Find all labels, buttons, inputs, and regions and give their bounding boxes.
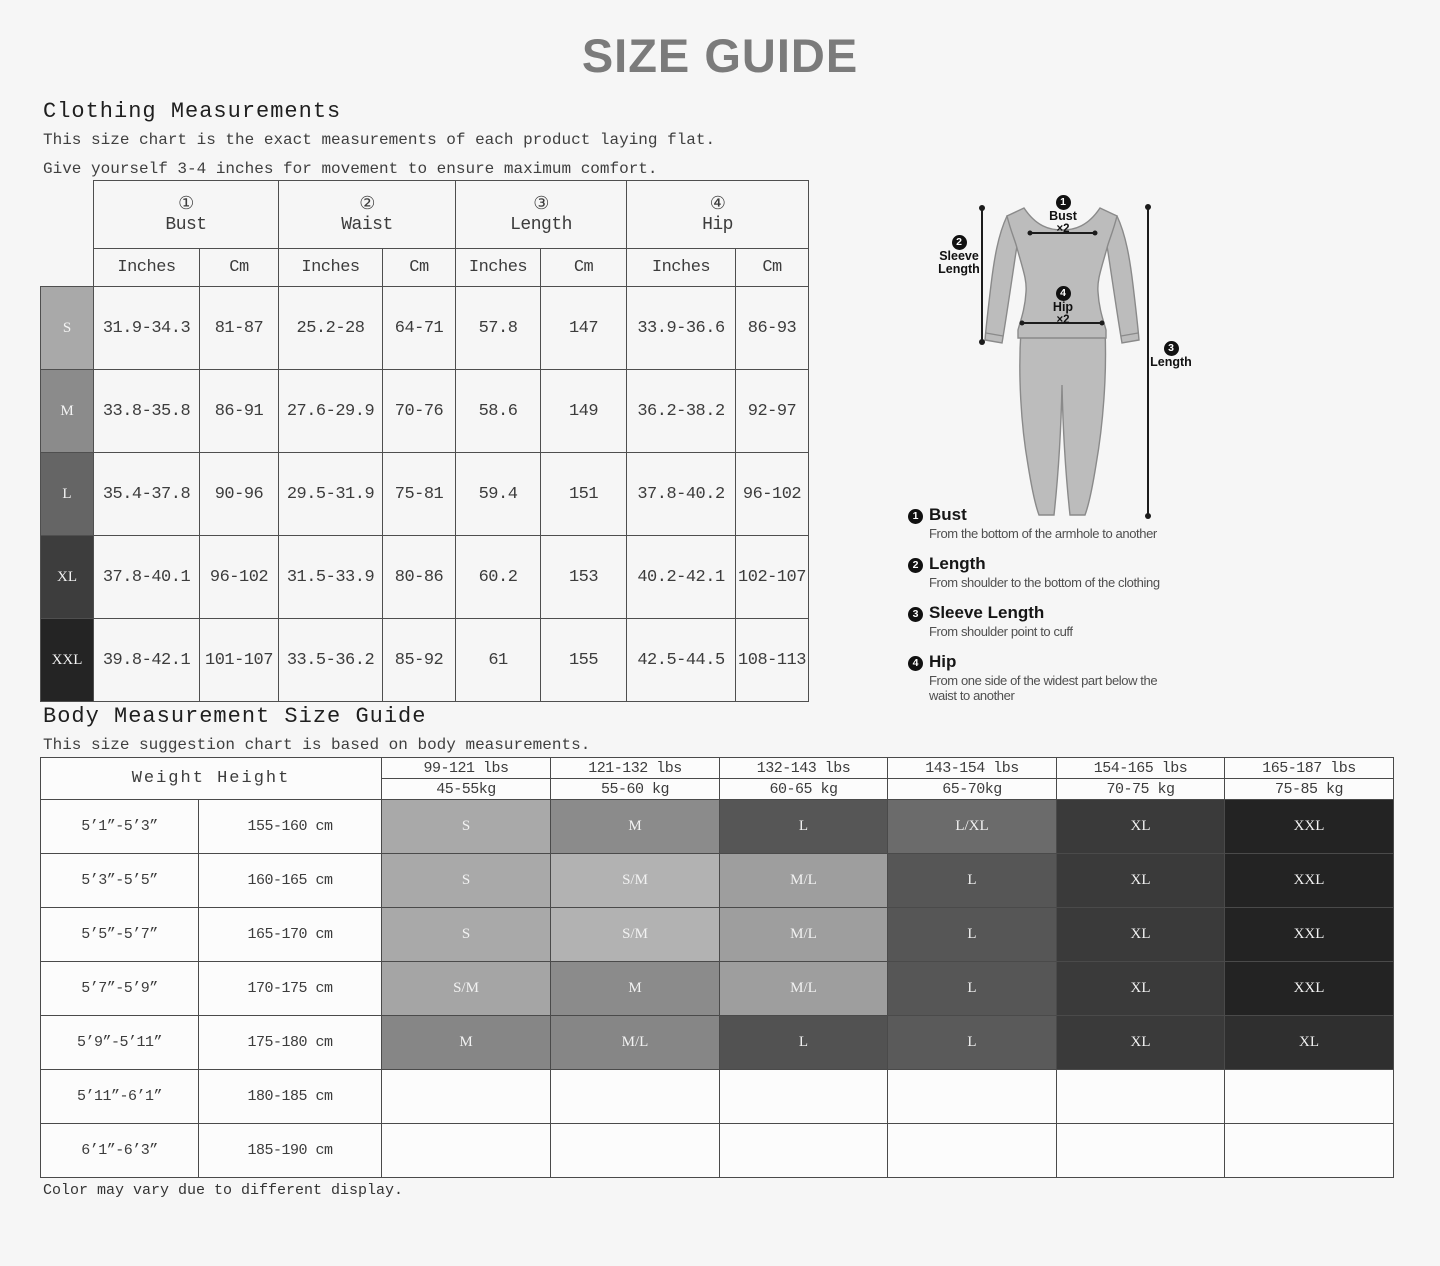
unit-header: Inches [279, 249, 383, 287]
height-cm-cell: 175-180 cm [199, 1016, 382, 1070]
body-size-table [40, 757, 1394, 1178]
weight-header-kg: 70-75 kg [1057, 779, 1225, 800]
size-cell [382, 1124, 551, 1178]
weight-header: 165-187 lbs [1225, 758, 1394, 779]
size-cell: M [551, 800, 720, 854]
size-cell: S [382, 800, 551, 854]
unit-header: Inches [94, 249, 200, 287]
height-cm-cell: 160-165 cm [199, 854, 382, 908]
measurement-cell: 102-107 [736, 536, 809, 619]
measurement-cell: 64-71 [383, 287, 456, 370]
measurement-cell: 80-86 [383, 536, 456, 619]
size-cell: L [888, 962, 1057, 1016]
size-cell: L [888, 908, 1057, 962]
measurement-cell: 147 [541, 287, 627, 370]
height-cm-cell: 155-160 cm [199, 800, 382, 854]
size-cell: XL [1057, 854, 1225, 908]
measurement-cell: 37.8-40.2 [627, 453, 736, 536]
measurement-cell: 92-97 [736, 370, 809, 453]
unit-header: Cm [541, 249, 627, 287]
weight-header-kg: 75-85 kg [1225, 779, 1394, 800]
table-row [41, 453, 809, 536]
measurement-cell: 149 [541, 370, 627, 453]
size-cell: M/L [720, 908, 888, 962]
height-ft-cell: 6’1”-6’3” [41, 1124, 199, 1178]
size-cell: M [551, 962, 720, 1016]
group-header-row [41, 181, 809, 249]
unit-header: Cm [200, 249, 279, 287]
height-ft-cell: 5’5”-5’7” [41, 908, 199, 962]
corner-cell [41, 181, 94, 249]
measurement-cell: 101-107 [200, 619, 279, 702]
height-cm-cell: 170-175 cm [199, 962, 382, 1016]
measurement-cell: 85-92 [383, 619, 456, 702]
size-cell: S/M [551, 854, 720, 908]
legend-hip-badge-icon: 4 [908, 656, 923, 671]
footer-note: Color may vary due to different display. [43, 1182, 404, 1199]
measurement-cell: 96-102 [200, 536, 279, 619]
clothing-desc-line2: Give yourself 3-4 inches for movement to ensure maximum comfort. [43, 160, 658, 178]
height-ft-cell: 5’3”-5’5” [41, 854, 199, 908]
unit-header: Inches [456, 249, 541, 287]
size-cell [720, 1070, 888, 1124]
legend-item-length: 2 Length From shoulder to the bottom of the clothing [908, 554, 1208, 591]
garment-leggings [1020, 330, 1106, 515]
size-cell: S [382, 854, 551, 908]
unit-header: Cm [736, 249, 809, 287]
corner-cell [41, 249, 94, 287]
size-label: XL [41, 536, 94, 619]
table-row [41, 619, 809, 702]
table-row [41, 962, 1394, 1016]
table-row [41, 1124, 1394, 1178]
height-ft-cell: 5’1”-5’3” [41, 800, 199, 854]
size-label: M [41, 370, 94, 453]
size-cell: XL [1225, 1016, 1394, 1070]
unit-header: Inches [627, 249, 736, 287]
hip-annotation: 4 Hip ×2 [1052, 287, 1074, 327]
measurement-cell: 42.5-44.5 [627, 619, 736, 702]
body-measurement-heading: Body Measurement Size Guide [43, 704, 427, 729]
measurement-cell: 40.2-42.1 [627, 536, 736, 619]
circled-number: ② [359, 193, 375, 213]
weight-header-kg: 45-55kg [382, 779, 551, 800]
measurement-cell: 35.4-37.8 [94, 453, 200, 536]
clothing-measurements-table [40, 180, 809, 702]
legend-length-badge-icon: 2 [908, 558, 923, 573]
measurement-cell: 31.5-33.9 [279, 536, 383, 619]
size-cell [551, 1070, 720, 1124]
weight-header-kg: 55-60 kg [551, 779, 720, 800]
table-row [41, 287, 809, 370]
size-cell: S/M [551, 908, 720, 962]
length-annotation: 3 Length [1150, 342, 1192, 369]
size-cell: XL [1057, 1016, 1225, 1070]
size-cell [720, 1124, 888, 1178]
height-cm-cell: 180-185 cm [199, 1070, 382, 1124]
measurement-cell: 75-81 [383, 453, 456, 536]
body-desc-line: This size suggestion chart is based on body measurements. [43, 736, 591, 754]
table-row [41, 800, 1394, 854]
size-cell: L [720, 800, 888, 854]
size-label: L [41, 453, 94, 536]
measurement-cell: 27.6-29.9 [279, 370, 383, 453]
size-cell: XXL [1225, 800, 1394, 854]
legend-item-sleeve-length: 3 Sleeve Length From shoulder point to cuff [908, 603, 1208, 640]
size-cell: L [888, 854, 1057, 908]
sleeve-badge-icon: 2 [952, 235, 967, 250]
weight-header-row-lbs [41, 758, 1394, 779]
measurement-cell: 86-91 [200, 370, 279, 453]
group-header-waist: ② Waist [279, 181, 456, 249]
group-header-bust: ① Bust [94, 181, 279, 249]
size-cell: M/L [720, 854, 888, 908]
measurement-cell: 58.6 [456, 370, 541, 453]
size-cell: M/L [551, 1016, 720, 1070]
measurement-legend [908, 505, 1208, 716]
measurement-cell: 96-102 [736, 453, 809, 536]
size-cell [1057, 1070, 1225, 1124]
measurement-cell: 108-113 [736, 619, 809, 702]
size-label: XXL [41, 619, 94, 702]
measurement-cell: 31.9-34.3 [94, 287, 200, 370]
height-ft-cell: 5’9”-5’11” [41, 1016, 199, 1070]
group-header-hip: ④ Hip [627, 181, 809, 249]
size-cell [1057, 1124, 1225, 1178]
measurement-cell: 70-76 [383, 370, 456, 453]
size-cell [382, 1070, 551, 1124]
measurement-cell: 29.5-31.9 [279, 453, 383, 536]
size-cell: XL [1057, 962, 1225, 1016]
measurement-cell: 151 [541, 453, 627, 536]
size-cell [1225, 1070, 1394, 1124]
table-row [41, 536, 809, 619]
measurement-cell: 33.9-36.6 [627, 287, 736, 370]
measurement-cell: 39.8-42.1 [94, 619, 200, 702]
table-row [41, 908, 1394, 962]
height-ft-cell: 5’11”-6’1” [41, 1070, 199, 1124]
size-cell [888, 1124, 1057, 1178]
size-cell: XL [1057, 800, 1225, 854]
measurement-cell: 60.2 [456, 536, 541, 619]
measurement-cell: 36.2-38.2 [627, 370, 736, 453]
legend-sleeve-badge-icon: 3 [908, 607, 923, 622]
bust-badge-icon: 1 [1056, 195, 1071, 210]
garment-figure [890, 180, 1230, 530]
weight-header-kg: 65-70kg [888, 779, 1057, 800]
weight-header: 99-121 lbs [382, 758, 551, 779]
height-cm-cell: 185-190 cm [199, 1124, 382, 1178]
size-cell: L [720, 1016, 888, 1070]
measurement-cell: 153 [541, 536, 627, 619]
weight-header: 154-165 lbs [1057, 758, 1225, 779]
clothing-measurements-heading: Clothing Measurements [43, 99, 342, 124]
weight-header: 143-154 lbs [888, 758, 1057, 779]
measurement-cell: 61 [456, 619, 541, 702]
unit-header-row [41, 249, 809, 287]
height-ft-cell: 5’7”-5’9” [41, 962, 199, 1016]
size-cell: L [888, 1016, 1057, 1070]
size-cell [1225, 1124, 1394, 1178]
bust-annotation: 1 Bust ×2 [1049, 196, 1077, 236]
measurement-cell: 59.4 [456, 453, 541, 536]
measurement-cell: 155 [541, 619, 627, 702]
sleeve-length-annotation: 2 Sleeve Length [938, 236, 980, 277]
size-cell: M [382, 1016, 551, 1070]
legend-bust-badge-icon: 1 [908, 509, 923, 524]
table-row [41, 1016, 1394, 1070]
legend-item-hip: 4 Hip From one side of the widest part below the waist to another [908, 652, 1208, 704]
weight-header-kg: 60-65 kg [720, 779, 888, 800]
measurement-cell: 90-96 [200, 453, 279, 536]
measurement-cell: 81-87 [200, 287, 279, 370]
size-cell [551, 1124, 720, 1178]
measurement-cell: 86-93 [736, 287, 809, 370]
size-cell: L/XL [888, 800, 1057, 854]
weight-height-header: Weight Height [41, 758, 382, 800]
size-cell: XXL [1225, 854, 1394, 908]
height-cm-cell: 165-170 cm [199, 908, 382, 962]
table-row [41, 854, 1394, 908]
size-cell: XXL [1225, 908, 1394, 962]
clothing-desc-line1: This size chart is the exact measurements of each product laying flat. [43, 131, 716, 149]
circled-number: ① [178, 193, 194, 213]
circled-number: ④ [709, 193, 726, 213]
measurement-cell: 57.8 [456, 287, 541, 370]
page-title: SIZE GUIDE [581, 29, 859, 82]
measurement-cell: 33.8-35.8 [94, 370, 200, 453]
measurement-cell: 33.5-36.2 [279, 619, 383, 702]
size-cell [888, 1070, 1057, 1124]
table-row [41, 1070, 1394, 1124]
measurement-cell: 25.2-28 [279, 287, 383, 370]
size-cell: S/M [382, 962, 551, 1016]
weight-header: 132-143 lbs [720, 758, 888, 779]
table-row [41, 370, 809, 453]
unit-header: Cm [383, 249, 456, 287]
legend-item-bust: 1 Bust From the bottom of the armhole to another [908, 505, 1208, 542]
weight-header: 121-132 lbs [551, 758, 720, 779]
size-cell: M/L [720, 962, 888, 1016]
size-cell: S [382, 908, 551, 962]
size-cell: XXL [1225, 962, 1394, 1016]
size-label: S [41, 287, 94, 370]
length-badge-icon: 3 [1164, 341, 1179, 356]
hip-badge-icon: 4 [1056, 286, 1071, 301]
group-header-length: ③ Length [456, 181, 627, 249]
measurement-cell: 37.8-40.1 [94, 536, 200, 619]
circled-number: ③ [533, 193, 549, 213]
size-cell: XL [1057, 908, 1225, 962]
